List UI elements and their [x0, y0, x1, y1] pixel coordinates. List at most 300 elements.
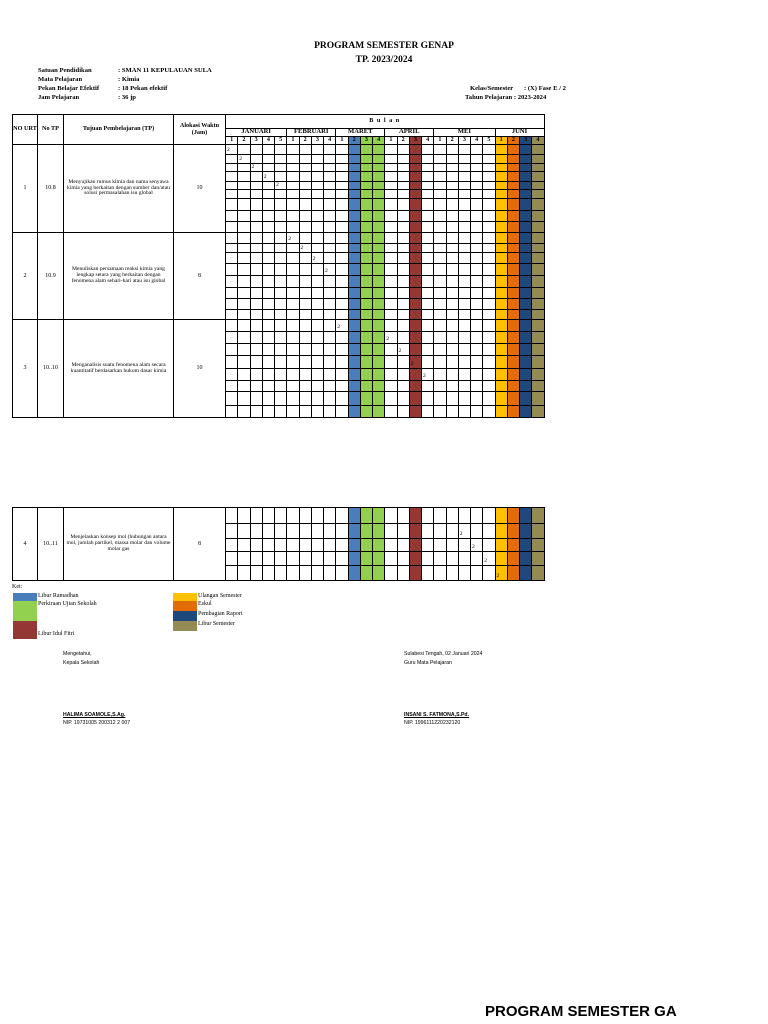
week-cell	[471, 344, 483, 356]
week-cell	[311, 276, 323, 288]
week-cell	[385, 310, 397, 320]
week-cell	[324, 276, 336, 288]
week-cell	[507, 155, 519, 164]
week-cell	[471, 332, 483, 344]
week-cell	[483, 222, 495, 233]
week-cell	[238, 369, 250, 381]
week-cell	[434, 392, 446, 406]
week-cell	[409, 406, 421, 418]
week-cell	[336, 253, 348, 264]
week-cell	[262, 406, 274, 418]
week-cell	[458, 310, 470, 320]
week-cell	[336, 552, 348, 566]
week-cell	[336, 566, 348, 581]
week-cell	[446, 539, 458, 552]
week-cell	[311, 244, 323, 253]
week-cell	[324, 164, 336, 172]
week-cell	[336, 381, 348, 392]
week-cell	[250, 172, 262, 182]
week-cell	[520, 172, 532, 182]
col-header-bulan: B u l a n	[226, 115, 545, 129]
week-cell	[336, 539, 348, 552]
week-cell	[348, 310, 360, 320]
week-cell	[250, 145, 262, 155]
week-cell	[446, 276, 458, 288]
week-cell	[409, 566, 421, 581]
week-cell	[238, 344, 250, 356]
week-cell	[507, 381, 519, 392]
week-cell	[409, 155, 421, 164]
week-value: 2	[250, 164, 262, 172]
week-cell	[311, 233, 323, 244]
row-no: 3	[13, 320, 38, 418]
week-cell	[311, 145, 323, 155]
week-cell	[324, 356, 336, 369]
info-label: Pekan Belajar Efektif	[38, 85, 100, 92]
week-cell	[507, 539, 519, 552]
week-cell	[250, 320, 262, 332]
week-cell	[238, 190, 250, 199]
week-cell	[262, 369, 274, 381]
week-cell	[226, 155, 238, 164]
week-cell	[373, 244, 385, 253]
week-cell	[275, 369, 287, 381]
week-cell	[385, 145, 397, 155]
week-cell	[250, 190, 262, 199]
week-cell	[397, 172, 409, 182]
week-cell	[483, 155, 495, 164]
week-cell	[226, 190, 238, 199]
week-cell	[262, 344, 274, 356]
week-cell	[299, 406, 311, 418]
week-cell	[238, 145, 250, 155]
week-cell	[385, 182, 397, 190]
week-cell	[446, 310, 458, 320]
week-cell	[495, 332, 507, 344]
week-cell	[397, 222, 409, 233]
week-cell	[324, 320, 336, 332]
week-cell	[262, 164, 274, 172]
legend-label: Libur Idul Fitri	[38, 631, 75, 637]
week-cell	[262, 244, 274, 253]
week-cell	[238, 264, 250, 276]
week-cell	[275, 381, 287, 392]
week-cell	[360, 145, 372, 155]
week-header: 2	[299, 137, 311, 145]
week-cell	[532, 182, 544, 190]
week-cell	[532, 381, 544, 392]
week-cell	[385, 244, 397, 253]
week-value: 2	[397, 344, 409, 356]
week-cell	[446, 199, 458, 211]
week-cell	[226, 253, 238, 264]
week-cell	[397, 552, 409, 566]
week-cell	[262, 508, 274, 524]
week-cell	[458, 199, 470, 211]
week-cell	[520, 369, 532, 381]
week-cell	[324, 552, 336, 566]
week-cell	[226, 199, 238, 211]
week-cell	[495, 276, 507, 288]
week-cell	[250, 233, 262, 244]
week-cell	[397, 211, 409, 222]
week-cell	[360, 264, 372, 276]
month-header: MEI	[434, 129, 495, 137]
week-cell	[434, 264, 446, 276]
week-cell	[385, 369, 397, 381]
week-cell	[360, 288, 372, 299]
week-cell	[520, 344, 532, 356]
week-cell	[409, 233, 421, 244]
week-cell	[373, 344, 385, 356]
week-cell	[409, 508, 421, 524]
week-cell	[520, 164, 532, 172]
week-cell	[422, 244, 434, 253]
table-row	[13, 508, 545, 524]
week-cell	[409, 164, 421, 172]
week-cell	[483, 392, 495, 406]
week-cell	[446, 155, 458, 164]
week-cell	[532, 508, 544, 524]
week-cell	[324, 332, 336, 344]
week-cell	[348, 539, 360, 552]
week-cell	[299, 392, 311, 406]
week-cell	[458, 182, 470, 190]
week-cell	[250, 369, 262, 381]
week-cell	[471, 244, 483, 253]
week-cell	[434, 566, 446, 581]
week-cell	[520, 211, 532, 222]
week-cell	[275, 211, 287, 222]
week-cell	[495, 381, 507, 392]
week-cell	[409, 381, 421, 392]
week-cell	[238, 288, 250, 299]
week-cell	[507, 524, 519, 539]
week-cell	[238, 381, 250, 392]
week-cell	[348, 344, 360, 356]
week-cell	[397, 320, 409, 332]
week-cell	[422, 332, 434, 344]
week-cell	[434, 222, 446, 233]
week-cell	[495, 508, 507, 524]
legend-ket: Ket:	[12, 584, 23, 590]
week-cell	[471, 145, 483, 155]
week-cell	[348, 552, 360, 566]
week-cell	[348, 244, 360, 253]
week-cell	[262, 233, 274, 244]
week-cell	[373, 288, 385, 299]
legend-swatch	[173, 593, 197, 601]
week-cell	[520, 320, 532, 332]
col-header-tujuan: Tujuan Pembelajaran (TP)	[64, 115, 174, 145]
week-cell	[275, 392, 287, 406]
week-cell	[275, 199, 287, 211]
week-cell	[336, 369, 348, 381]
week-cell	[324, 199, 336, 211]
week-cell	[360, 164, 372, 172]
week-cell	[483, 539, 495, 552]
week-cell	[434, 244, 446, 253]
week-cell	[385, 539, 397, 552]
week-cell	[507, 211, 519, 222]
sign-right-line2: Guru Mata Pelajaran	[404, 660, 452, 666]
week-cell	[458, 276, 470, 288]
week-cell	[262, 253, 274, 264]
week-cell	[422, 299, 434, 310]
week-cell	[458, 381, 470, 392]
week-cell	[532, 332, 544, 344]
week-cell	[409, 199, 421, 211]
week-cell	[250, 182, 262, 190]
week-cell	[397, 310, 409, 320]
week-cell	[287, 299, 299, 310]
week-cell	[532, 320, 544, 332]
week-cell	[324, 244, 336, 253]
week-cell	[471, 182, 483, 190]
week-cell	[348, 211, 360, 222]
week-cell	[238, 392, 250, 406]
week-cell	[311, 508, 323, 524]
week-cell	[397, 524, 409, 539]
week-cell	[520, 310, 532, 320]
week-cell	[471, 381, 483, 392]
week-cell	[495, 320, 507, 332]
week-cell	[275, 155, 287, 164]
week-cell	[348, 381, 360, 392]
week-value: 2	[311, 253, 323, 264]
week-cell	[458, 344, 470, 356]
week-header: 2	[507, 137, 519, 145]
week-value: 2	[287, 233, 299, 244]
week-cell	[262, 310, 274, 320]
week-cell	[238, 332, 250, 344]
legend-label: Ulangan Semester	[198, 593, 242, 599]
week-cell	[507, 182, 519, 190]
week-cell	[385, 211, 397, 222]
week-cell	[238, 199, 250, 211]
week-cell	[348, 182, 360, 190]
week-cell	[226, 211, 238, 222]
week-value: 2	[409, 356, 421, 369]
week-cell	[360, 199, 372, 211]
week-cell	[397, 276, 409, 288]
week-cell	[238, 222, 250, 233]
week-cell	[422, 392, 434, 406]
week-cell	[299, 222, 311, 233]
week-cell	[348, 332, 360, 344]
week-cell	[311, 211, 323, 222]
week-cell	[483, 244, 495, 253]
week-header: 4	[471, 137, 483, 145]
week-cell	[422, 211, 434, 222]
week-cell	[324, 299, 336, 310]
week-cell	[385, 392, 397, 406]
week-cell	[458, 508, 470, 524]
week-cell	[507, 299, 519, 310]
week-cell	[520, 539, 532, 552]
week-cell	[495, 539, 507, 552]
week-cell	[532, 299, 544, 310]
week-value: 2	[471, 539, 483, 552]
info-value: : 36 jp	[118, 94, 136, 101]
month-header: JUNI	[495, 129, 544, 137]
sign-left-line2: Kepala Sekolah	[63, 660, 100, 666]
week-cell	[275, 299, 287, 310]
week-cell	[373, 233, 385, 244]
week-cell	[385, 552, 397, 566]
week-cell	[360, 406, 372, 418]
week-cell	[434, 145, 446, 155]
week-cell	[311, 552, 323, 566]
week-cell	[250, 253, 262, 264]
week-cell	[299, 320, 311, 332]
week-cell	[324, 172, 336, 182]
week-cell	[262, 539, 274, 552]
week-cell	[532, 222, 544, 233]
week-cell	[373, 310, 385, 320]
week-cell	[495, 406, 507, 418]
week-cell	[507, 406, 519, 418]
week-cell	[299, 288, 311, 299]
week-cell	[275, 164, 287, 172]
week-cell	[483, 332, 495, 344]
week-cell	[520, 190, 532, 199]
sign-left-line1: Mengetahui,	[63, 651, 92, 657]
week-cell	[446, 332, 458, 344]
week-cell	[311, 182, 323, 190]
week-cell	[373, 508, 385, 524]
week-cell	[385, 164, 397, 172]
week-cell	[238, 233, 250, 244]
week-cell	[262, 566, 274, 581]
week-cell	[397, 190, 409, 199]
week-cell	[287, 552, 299, 566]
week-cell	[458, 406, 470, 418]
week-cell	[262, 332, 274, 344]
week-value: 2	[336, 320, 348, 332]
week-cell	[520, 253, 532, 264]
week-cell	[532, 539, 544, 552]
week-cell	[287, 211, 299, 222]
week-cell	[532, 356, 544, 369]
week-cell	[275, 566, 287, 581]
week-cell	[287, 288, 299, 299]
week-cell	[507, 199, 519, 211]
week-cell	[336, 406, 348, 418]
footer-title: PROGRAM SEMESTER GA	[485, 1003, 677, 1020]
week-cell	[336, 276, 348, 288]
week-header: 3	[311, 137, 323, 145]
week-cell	[226, 406, 238, 418]
week-value: 2	[495, 566, 507, 581]
week-cell	[262, 392, 274, 406]
week-cell	[446, 288, 458, 299]
week-cell	[397, 253, 409, 264]
week-cell	[373, 164, 385, 172]
week-cell	[275, 320, 287, 332]
week-cell	[287, 222, 299, 233]
week-cell	[336, 392, 348, 406]
week-cell	[287, 320, 299, 332]
week-cell	[324, 253, 336, 264]
week-cell	[226, 288, 238, 299]
week-cell	[507, 566, 519, 581]
week-cell	[238, 182, 250, 190]
week-cell	[226, 392, 238, 406]
schedule-table	[12, 114, 545, 418]
week-cell	[471, 288, 483, 299]
week-cell	[250, 344, 262, 356]
week-cell	[471, 164, 483, 172]
week-cell	[520, 288, 532, 299]
week-header: 2	[348, 137, 360, 145]
week-cell	[324, 381, 336, 392]
week-cell	[495, 392, 507, 406]
week-cell	[397, 392, 409, 406]
week-cell	[495, 344, 507, 356]
week-cell	[507, 310, 519, 320]
week-cell	[336, 356, 348, 369]
info-value: : SMAN 11 KEPULAUAN SULA	[118, 67, 212, 74]
row-tujuan: Menjelaskan konsep mol (hubungan antara mol, jumlah partikel, massa molar dan volume molar gas	[64, 508, 174, 581]
week-cell	[520, 381, 532, 392]
week-cell	[336, 172, 348, 182]
week-cell	[238, 244, 250, 253]
week-cell	[324, 155, 336, 164]
week-cell	[385, 524, 397, 539]
week-cell	[299, 155, 311, 164]
week-cell	[397, 155, 409, 164]
week-cell	[483, 406, 495, 418]
week-cell	[324, 369, 336, 381]
week-cell	[458, 164, 470, 172]
week-cell	[471, 566, 483, 581]
week-cell	[507, 344, 519, 356]
week-header: 3	[409, 137, 421, 145]
week-cell	[532, 288, 544, 299]
week-cell	[287, 381, 299, 392]
week-cell	[373, 320, 385, 332]
row-no: 2	[13, 233, 38, 320]
week-cell	[238, 299, 250, 310]
week-cell	[262, 524, 274, 539]
week-cell	[287, 566, 299, 581]
week-cell	[422, 524, 434, 539]
week-cell	[495, 244, 507, 253]
week-cell	[385, 190, 397, 199]
legend-swatch	[13, 601, 37, 621]
week-cell	[373, 155, 385, 164]
week-cell	[434, 190, 446, 199]
week-cell	[385, 264, 397, 276]
table-row	[13, 320, 545, 332]
week-header: 4	[262, 137, 274, 145]
week-cell	[495, 164, 507, 172]
week-cell	[397, 332, 409, 344]
week-cell	[311, 164, 323, 172]
week-header: 2	[238, 137, 250, 145]
week-cell	[336, 244, 348, 253]
week-cell	[287, 332, 299, 344]
week-cell	[520, 264, 532, 276]
week-cell	[226, 369, 238, 381]
week-cell	[311, 222, 323, 233]
week-cell	[250, 508, 262, 524]
week-cell	[434, 381, 446, 392]
week-cell	[409, 190, 421, 199]
week-cell	[238, 310, 250, 320]
week-cell	[336, 508, 348, 524]
